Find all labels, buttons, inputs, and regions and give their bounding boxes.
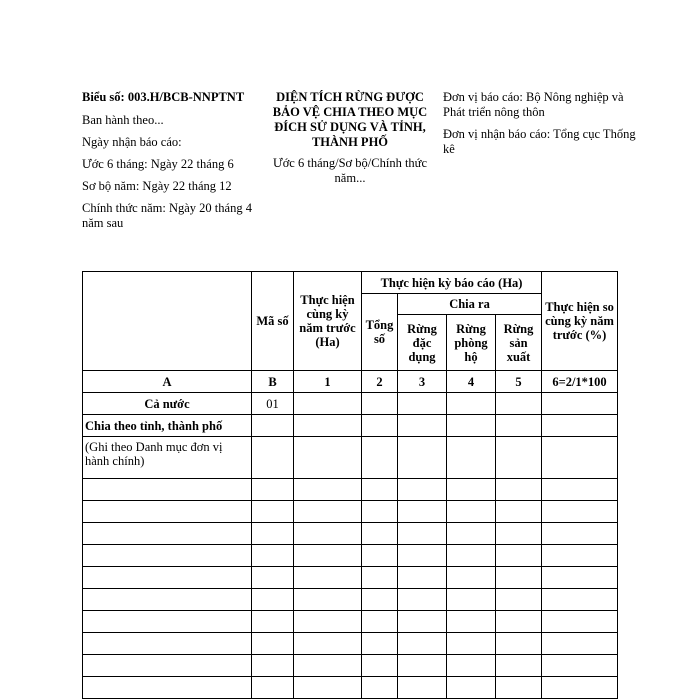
table-cell <box>398 589 447 611</box>
table-cell <box>447 479 496 501</box>
table-cell <box>496 611 542 633</box>
table-cell <box>362 611 398 633</box>
row-nation-label: Cả nước <box>83 393 252 415</box>
official-year: Chính thức năm: Ngày 20 tháng 4 năm sau <box>82 201 252 230</box>
table-cell <box>398 655 447 677</box>
received-date-label: Ngày nhận báo cáo: <box>82 135 182 149</box>
table-cell <box>542 415 618 437</box>
header-current-group: Thực hiện kỳ báo cáo (Ha) <box>362 272 542 294</box>
table-cell <box>294 633 362 655</box>
table-cell <box>542 545 618 567</box>
header-total: Tổng số <box>362 294 398 371</box>
letter-cell: 1 <box>294 371 362 393</box>
reporting-unit: Đơn vị báo cáo: Bộ Nông nghiệp và Phát triển nông thôn <box>443 90 624 119</box>
table-cell <box>83 545 252 567</box>
table-cell <box>83 655 252 677</box>
form-info <box>82 90 254 238</box>
table-cell <box>362 479 398 501</box>
letter-cell: 2 <box>362 371 398 393</box>
table-cell <box>447 633 496 655</box>
table-cell <box>294 501 362 523</box>
unit-info <box>443 90 643 164</box>
table-cell <box>496 545 542 567</box>
table-cell <box>447 437 496 479</box>
table-cell <box>542 393 618 415</box>
table-cell <box>252 589 294 611</box>
table-cell <box>252 415 294 437</box>
letter-cell: 3 <box>398 371 447 393</box>
table-cell <box>294 677 362 699</box>
blank-rows <box>83 479 618 699</box>
table-row <box>83 479 618 501</box>
table-cell <box>398 567 447 589</box>
table-cell <box>83 567 252 589</box>
table-cell <box>252 523 294 545</box>
table-cell <box>398 393 447 415</box>
table-cell <box>398 479 447 501</box>
letter-cell: 5 <box>496 371 542 393</box>
table-cell <box>447 393 496 415</box>
report-title: DIỆN TÍCH RỪNG ĐƯỢC BẢO VỆ CHIA THEO MỤC ĐÍCH SỬ DỤNG VÀ TỈNH, THÀNH PHỐ <box>272 90 428 149</box>
table-cell <box>252 633 294 655</box>
table-cell <box>542 677 618 699</box>
table-cell <box>447 545 496 567</box>
table-cell <box>362 633 398 655</box>
table-cell <box>252 501 294 523</box>
table-cell <box>294 567 362 589</box>
table-cell <box>542 567 618 589</box>
table-cell <box>496 655 542 677</box>
header-compare: Thực hiện so cùng kỳ năm trước (%) <box>542 272 618 371</box>
estimate-6-months: Ước 6 tháng: Ngày 22 tháng 6 <box>82 157 234 171</box>
row-nation-code: 01 <box>252 393 294 415</box>
header-prev-period: Thực hiện cùng kỳ năm trước (Ha) <box>294 272 362 371</box>
table-cell <box>398 611 447 633</box>
table-cell <box>496 393 542 415</box>
table-cell <box>496 567 542 589</box>
table-cell <box>362 393 398 415</box>
table-cell <box>398 633 447 655</box>
table-cell <box>496 437 542 479</box>
table-cell <box>83 589 252 611</box>
table-row <box>83 567 618 589</box>
table-cell <box>294 589 362 611</box>
row-split-label: Chia theo tỉnh, thành phố <box>83 415 252 437</box>
table-cell <box>447 611 496 633</box>
table-cell <box>294 655 362 677</box>
table-cell <box>83 633 252 655</box>
table-cell <box>294 611 362 633</box>
table-cell <box>362 437 398 479</box>
table-cell <box>83 523 252 545</box>
table-cell <box>398 545 447 567</box>
table-cell <box>362 501 398 523</box>
table-cell <box>496 589 542 611</box>
table-cell <box>542 655 618 677</box>
table-cell <box>362 677 398 699</box>
table-cell <box>83 677 252 699</box>
table-cell <box>362 589 398 611</box>
table-cell <box>362 545 398 567</box>
table-cell <box>496 633 542 655</box>
header-indicator-cell <box>83 272 252 371</box>
table-cell <box>398 677 447 699</box>
table-cell <box>294 415 362 437</box>
table-cell <box>294 545 362 567</box>
report-heading <box>262 90 438 186</box>
table-cell <box>294 523 362 545</box>
table-cell <box>447 501 496 523</box>
header-production: Rừng sản xuất <box>496 315 542 371</box>
table-cell <box>252 545 294 567</box>
column-letters-row <box>83 371 618 393</box>
table-cell <box>496 677 542 699</box>
table-row-province-split <box>83 415 618 437</box>
table-cell <box>542 501 618 523</box>
letter-cell: A <box>83 371 252 393</box>
table-cell <box>496 523 542 545</box>
header-protection: Rừng phòng hộ <box>447 315 496 371</box>
table-row-note <box>83 437 618 479</box>
header-code: Mã số <box>252 272 294 371</box>
table-cell <box>542 611 618 633</box>
table-cell <box>398 415 447 437</box>
table-cell <box>542 589 618 611</box>
header-special-use: Rừng đặc dụng <box>398 315 447 371</box>
table-cell <box>447 655 496 677</box>
issued-by: Ban hành theo... <box>82 113 164 127</box>
table-cell <box>447 523 496 545</box>
form-code: Biểu số: 003.H/BCB-NNPTNT <box>82 90 245 104</box>
letter-cell: 4 <box>447 371 496 393</box>
table-cell <box>362 567 398 589</box>
table-cell <box>362 523 398 545</box>
table-row <box>83 655 618 677</box>
table-cell <box>362 655 398 677</box>
report-period: Ước 6 tháng/Sơ bộ/Chính thức năm... <box>273 156 427 185</box>
table-cell <box>447 677 496 699</box>
preliminary-year: Sơ bộ năm: Ngày 22 tháng 12 <box>82 179 232 193</box>
table-cell <box>447 589 496 611</box>
table-cell <box>542 479 618 501</box>
table-cell <box>542 633 618 655</box>
table-cell <box>496 501 542 523</box>
table-cell <box>496 479 542 501</box>
table-cell <box>252 611 294 633</box>
letter-cell: 6=2/1*100 <box>542 371 618 393</box>
table-cell <box>496 415 542 437</box>
header-row-1 <box>83 272 618 294</box>
table-row <box>83 633 618 655</box>
table-cell <box>252 655 294 677</box>
row-note-label: (Ghi theo Danh mục đơn vị hành chính) <box>83 437 252 479</box>
table-row <box>83 611 618 633</box>
table-row <box>83 523 618 545</box>
table-cell <box>83 611 252 633</box>
table-row <box>83 501 618 523</box>
table-cell <box>294 479 362 501</box>
table-row-nation <box>83 393 618 415</box>
table-row <box>83 589 618 611</box>
table-cell <box>542 523 618 545</box>
table-cell <box>294 393 362 415</box>
table-cell <box>252 479 294 501</box>
table-cell <box>294 437 362 479</box>
header-breakdown: Chia ra <box>398 294 542 315</box>
table-cell <box>362 415 398 437</box>
table-cell <box>252 677 294 699</box>
table-cell <box>542 437 618 479</box>
table-cell <box>447 567 496 589</box>
letter-cell: B <box>252 371 294 393</box>
table-row <box>83 677 618 699</box>
table-row <box>83 545 618 567</box>
table-cell <box>252 437 294 479</box>
table-cell <box>398 501 447 523</box>
table-cell <box>252 567 294 589</box>
table-cell <box>398 523 447 545</box>
receiving-unit: Đơn vị nhận báo cáo: Tổng cục Thống kê <box>443 127 636 156</box>
table-cell <box>398 437 447 479</box>
table-cell <box>83 479 252 501</box>
table-cell <box>83 501 252 523</box>
table-cell <box>447 415 496 437</box>
forest-area-table <box>82 271 618 699</box>
